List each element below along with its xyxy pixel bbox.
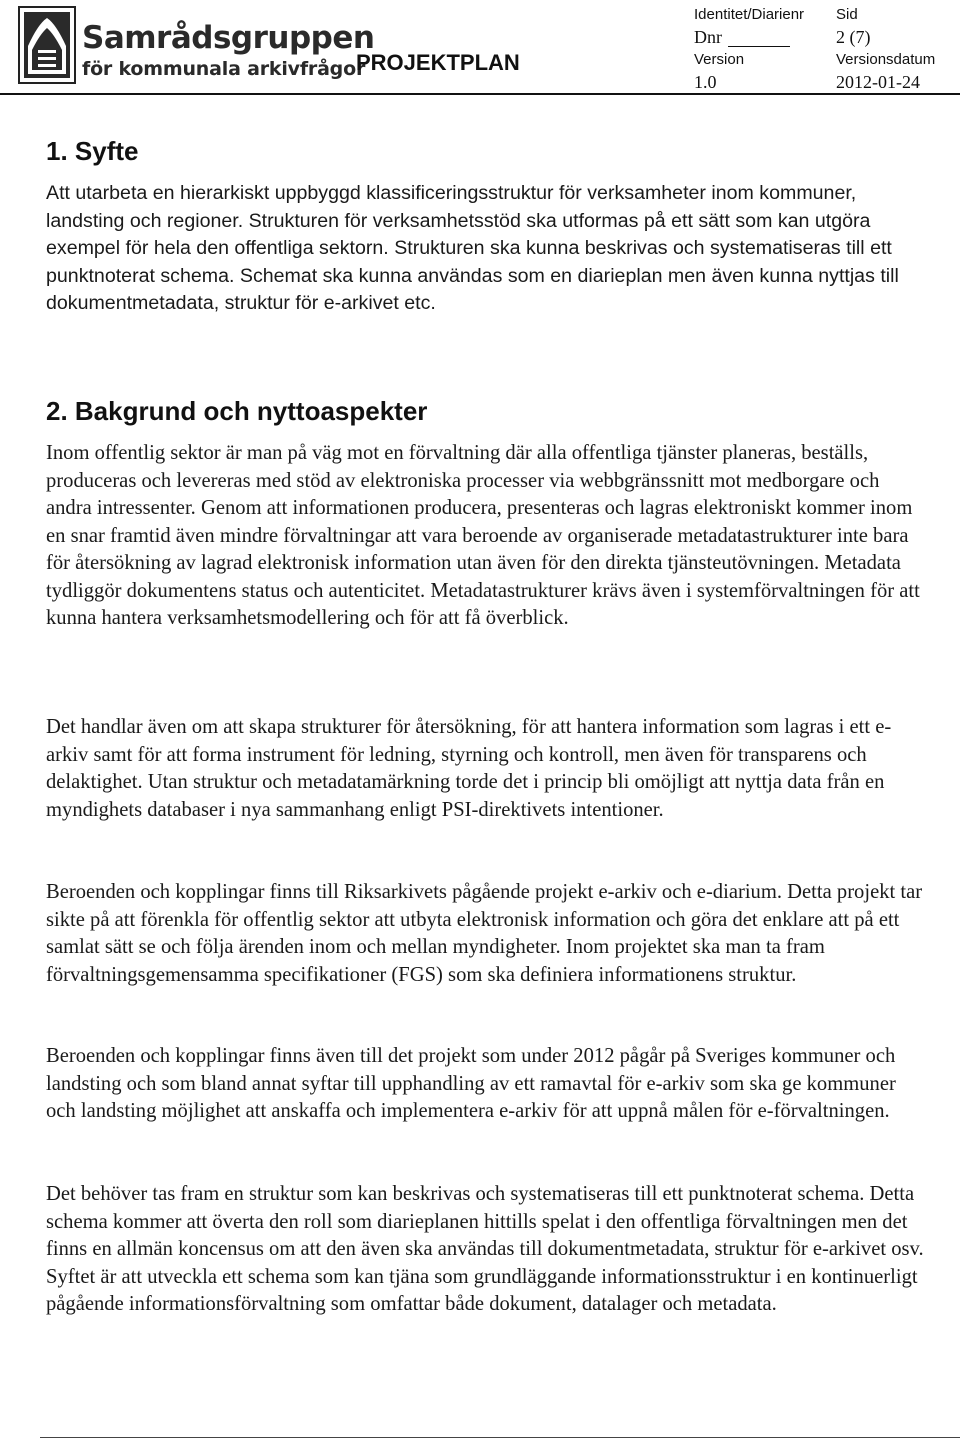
- versionsdatum-label: Versionsdatum: [836, 51, 936, 68]
- logo-emblem-icon: [18, 6, 76, 84]
- bakgrund-paragraph-4: Beroenden och kopplingar finns även till det projekt som under 2012 pågår på Sveriges kommuner och landsting och som bland annat syftar till upphandling av ett ramavtal för e-arkiv som ska ge kommuner och landsting möjlighet att anskaffa och implementera e-arkiv för att uppnå målen för e-förvaltningen.: [46, 1045, 896, 1122]
- document-type: PROJEKTPLAN: [356, 50, 520, 75]
- bakgrund-paragraph-2: Det handlar även om att skapa strukturer för återsökning, för att hantera information som lagras i ett e-arkiv samt för att forma instrument för ledning, styrning och kontroll, men även för transparens och delaktighet. Utan struktur och metadatamärkning torde det i princip bli omöjligt att nyttja data från en myndighets databaser i nya sammanhang enligt PSI-direktivets intentioner.: [46, 716, 892, 821]
- header-divider: [0, 93, 960, 95]
- syfte-paragraph: Att utarbeta en hierarkiskt uppbyggd klassificeringsstruktur för verksamheter inom kommuner, landsting och regioner. Strukturen för verksamhetsstöd ska utformas på ett sätt som kan utgöra exempel för hela den offentliga sektorn. Strukturen ska kunna beskrivas och systematiseras till ett punktnoterat schema. Schemat ska kunna användas som en diarieplan men även kunna nyttjas till dokumentmetadata, struktur för e-arkivet etc.: [46, 182, 899, 314]
- logo-title: Samrådsgruppen: [82, 20, 375, 56]
- versionsdatum-value: 2012-01-24: [836, 72, 920, 92]
- bakgrund-paragraph-5: Det behöver tas fram en struktur som kan beskrivas och systematiseras till ett punktnoterat schema. Detta schema kommer att överta den roll som diarieplanen hittills spelat i den offentliga förvaltningen men det finns en allmän koncensus om att den även ska användas till dokumentmetadata, struktur för e-arkivet osv. Syftet är att utveckla ett schema som kan tjäna som grundläggande informationsstruktur i en kontinuerligt pågående informationsförvaltning som omfattar både dokument, datalager och metadata.: [46, 1183, 924, 1315]
- dnr-label: Dnr: [694, 27, 722, 47]
- sid-value: 2 (7): [836, 27, 871, 47]
- logo-subtitle: för kommunala arkivfrågor: [82, 58, 366, 80]
- version-value: 1.0: [694, 72, 717, 92]
- sid-label: Sid: [836, 6, 858, 23]
- bakgrund-paragraph-3: Beroenden och kopplingar finns till Riksarkivets pågående projekt e-arkiv och e-diarium. Detta projekt tar sikte på att förenkla för offentlig sektor att utbyta elektronisk information och göra det enklare att på ett samlat sätt se och följa ärenden inom och mellan myndigheter. Inom projektet ska man ta fram förvaltningsgemensamma specifikationer (FGS) som ska definiera informationens struktur.: [46, 881, 923, 986]
- dnr-value-line: [728, 46, 790, 47]
- identitet-label: Identitet/Diarienr: [694, 6, 805, 23]
- version-label: Version: [694, 51, 745, 68]
- bakgrund-paragraph-1: Inom offentlig sektor är man på väg mot en förvaltning där alla offentliga tjänster planeras, beställs, produceras och levereras med stöd av elektroniska processer via webbgränssnitt mot medborgare och andra intressenter. Genom att informationen producera, presenteras och lagras elektroniskt kommer inom en snar framtid även mindre förvaltningar att vara beroende av organiserade metadatastrukturer inte bara för återsökning av lagrad elektronisk information utan även för den direkta tjänsteutövningen. Metadata tydliggör dokumentens status och autenticitet. Metadatastrukturer krävs även i systemförvaltningen för att kunna hantera verksamhetsmodellering och för att få överblick.: [46, 442, 920, 629]
- section-heading-syfte: 1. Syfte: [46, 136, 139, 166]
- section-heading-bakgrund: 2. Bakgrund och nyttoaspekter: [46, 396, 428, 426]
- organization-logo: [18, 6, 375, 86]
- footer-divider: [40, 1437, 960, 1438]
